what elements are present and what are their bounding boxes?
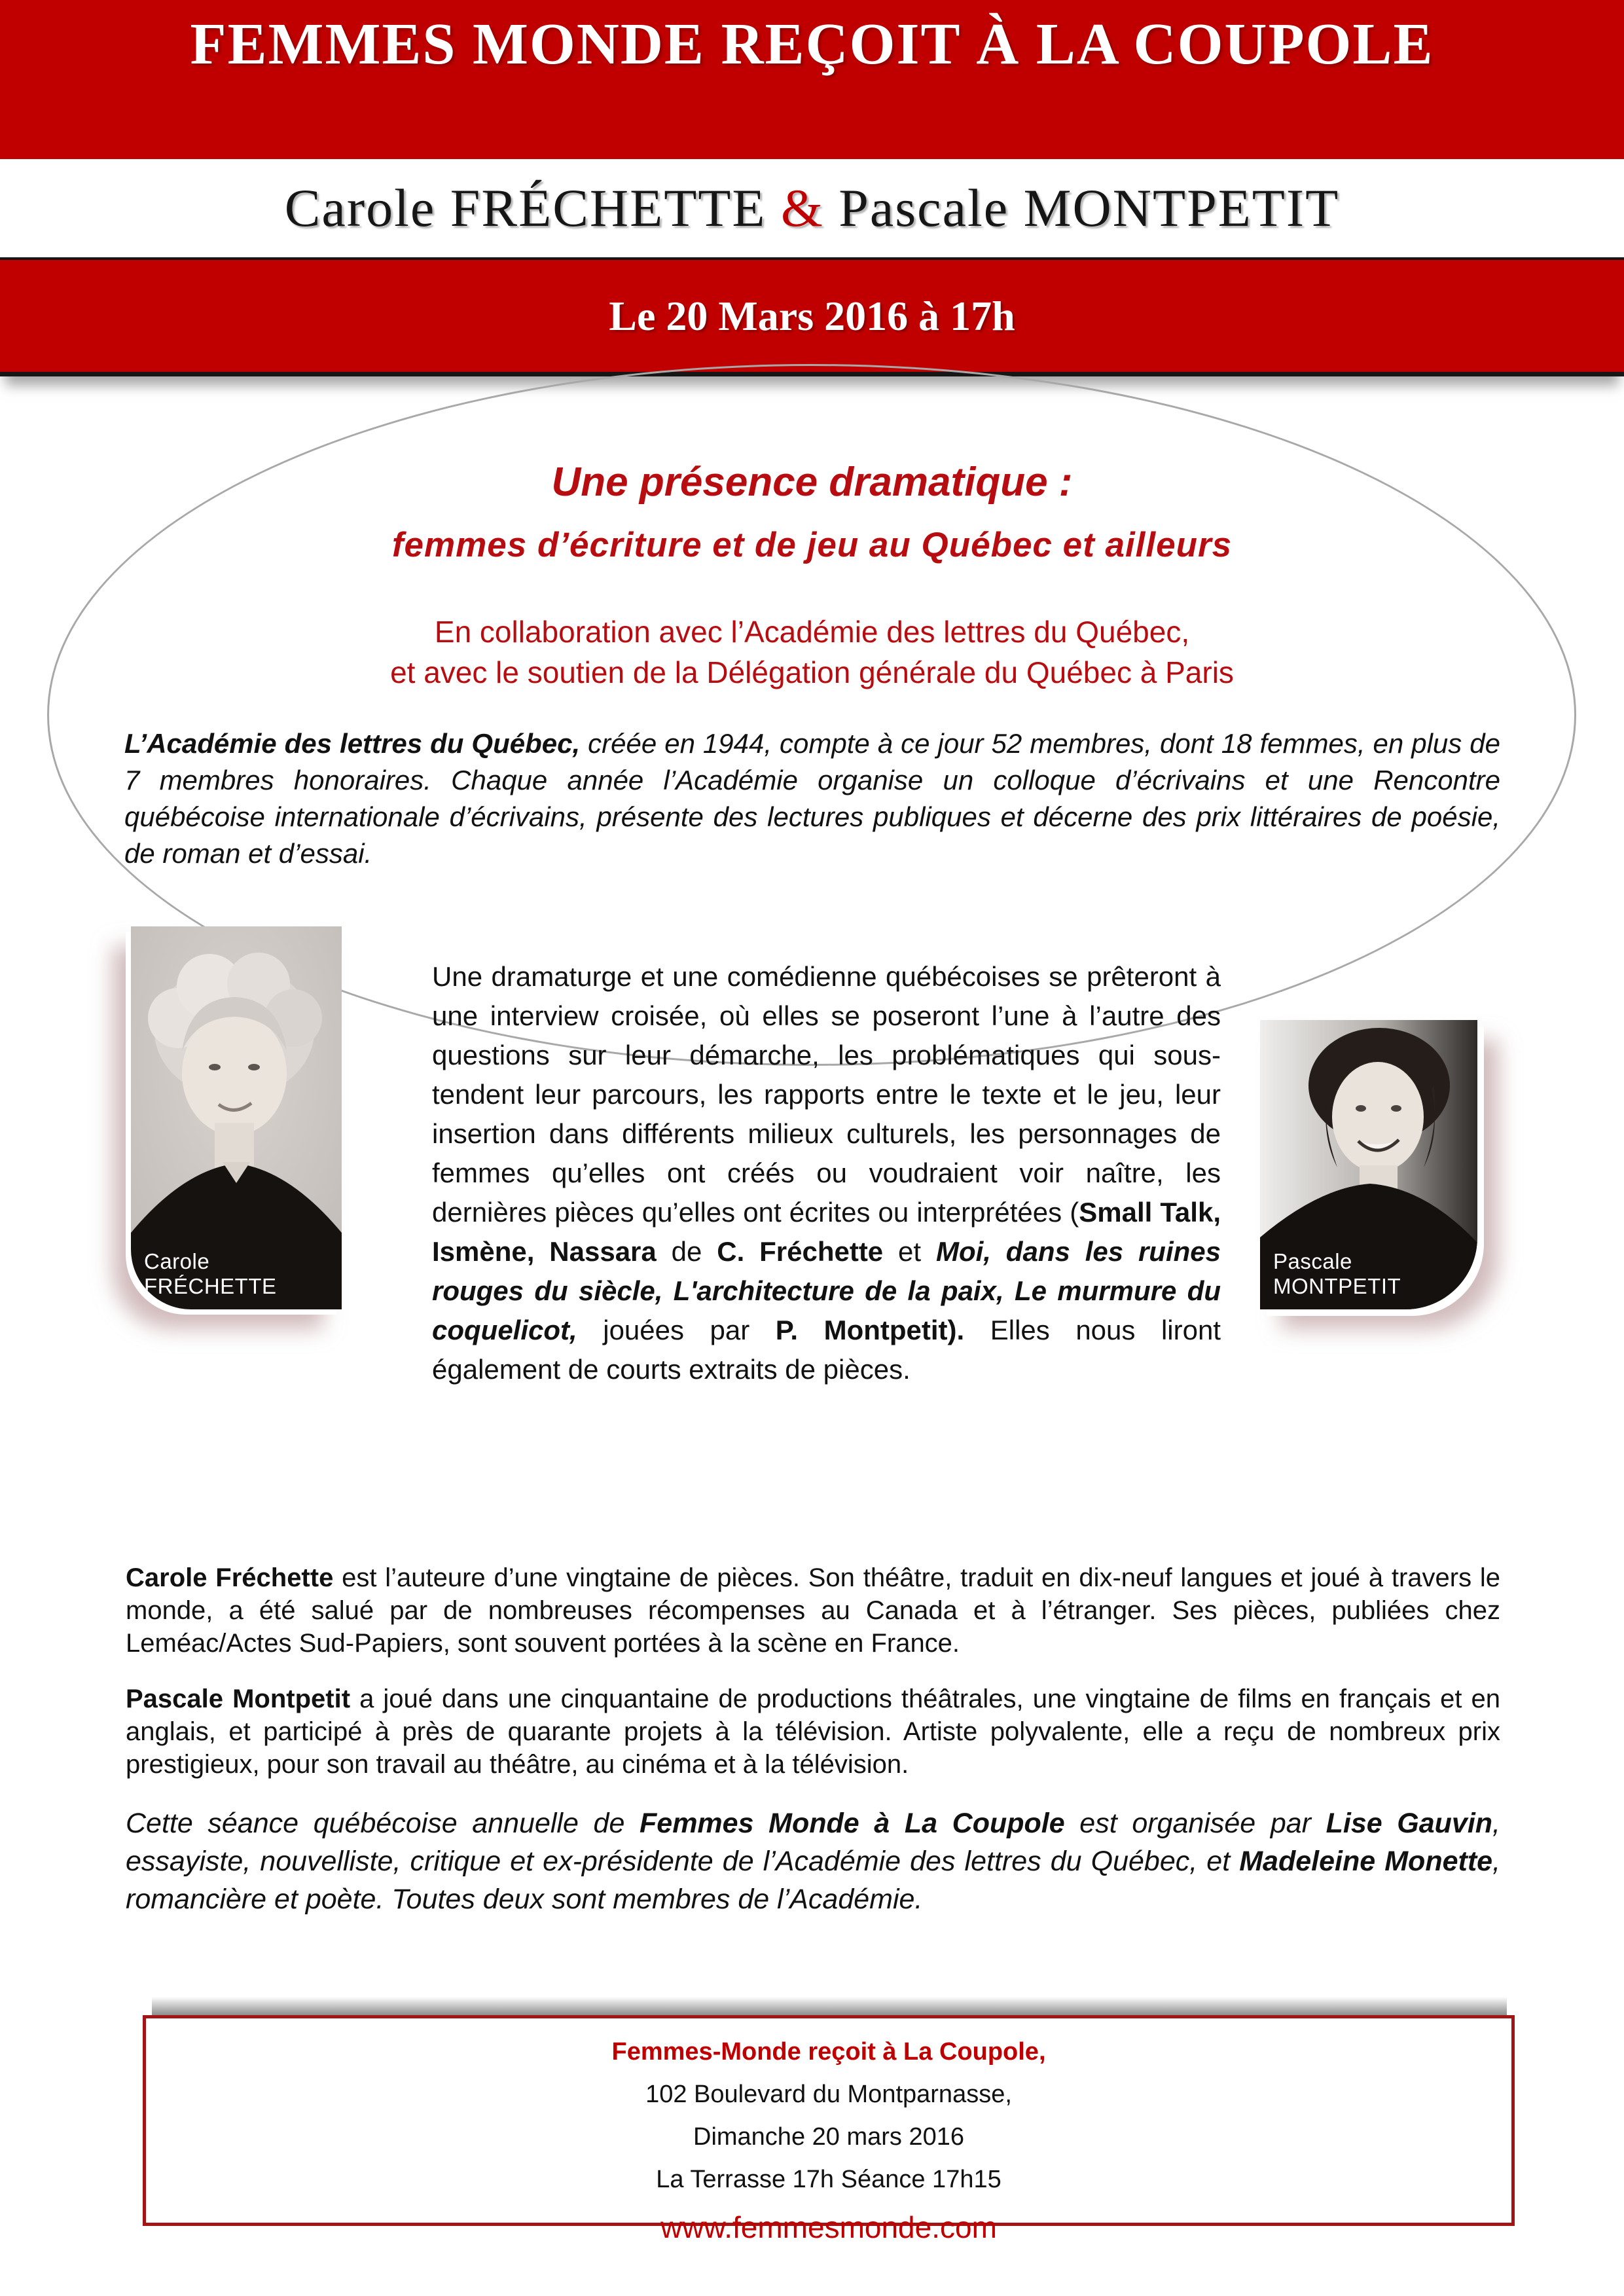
footer-schedule: La Terrasse 17h Séance 17h15 — [656, 2166, 1001, 2193]
headline-line1: Une présence dramatique : — [551, 460, 1073, 505]
bio-pascale: Pascale Montpetit a joué dans une cinquantaine de productions théâtrales, une vingtaine de films en français et en anglais, et participé à près de quarante projets à la télévision. Artiste polyvalente, elle a reçu de nombreux prix prestigieux, pour son travail au théâtre, au cinéma et à la télévision. — [126, 1685, 1500, 1779]
names-line: Carole FRÉCHETTE & Pascale MONTPETIT — [284, 178, 1340, 238]
event-date: Le 20 Mars 2016 à 17h — [609, 292, 1015, 339]
footer-address: 102 Boulevard du Montparnasse, — [645, 2081, 1012, 2108]
photo-caption-pascale: Pascale MONTPETIT — [1273, 1249, 1401, 1298]
photo-carole-frechette — [131, 926, 342, 1309]
bio-carole: Carole Fréchette est l’auteure d’une vingtaine de pièces. Son théâtre, traduit en dix-neuf langues et joué à travers le monde, a été salué par de nombreuses récompenses au Canada et à l’étranger. Ses pièces, publiées chez Leméac/Actes Sud-Papiers, sont souvent portées à la scène en France. — [126, 1563, 1500, 1658]
collaboration-line1: En collaboration avec l’Académie des lettres du Québec, — [434, 615, 1190, 649]
academie-paragraph: L’Académie des lettres du Québec, créée en 1944, compte à ce jour 52 membres, dont 18 femmes, en plus de 7 membres honoraires. Chaque année l’Académie organise un colloque d’écrivains et une Rencontre québécoise internationale d’écrivains, présente des lectures publiques et décerne des prix littéraires de poésie, de roman et d’essai. — [124, 728, 1500, 869]
collaboration-note — [0, 611, 1624, 693]
footer-event-title: Femmes-Monde reçoit à La Coupole, — [611, 2038, 1046, 2066]
footer-box — [143, 2015, 1515, 2244]
footer-date: Dimanche 20 mars 2016 — [693, 2123, 964, 2151]
website-link[interactable]: www.femmesmonde.com — [660, 2210, 997, 2244]
names-strip — [0, 159, 1624, 257]
top-banner — [0, 0, 1624, 159]
interview-paragraph: Une dramaturge et une comédienne québécoises se prêteront à une interview croisée, où elles se poseront l’une à l’autre des questions sur leur démarche, les problématiques qui sous-tendent leur parcours, les rapports entre le texte et le jeu, leur insertion dans différents milieux culturels, les personnages de femmes qu’elles ont créés ou voudraient voir naître, les dernières pièces qu’elles ont écrites ou interprétées (Small Talk, Ismène, Nassara de C. Fréchette et Moi, dans les ruines rouges du siècle, L'architecture de la paix, Le murmure du coquelicot, jouées par P. Montpetit). Elles nous liront également de courts extraits de pièces. — [432, 961, 1221, 1385]
collaboration-line2: et avec le soutien de la Délégation générale du Québec à Paris — [390, 655, 1234, 689]
footer-box-shadow — [152, 1997, 1507, 2015]
photo-caption-carole: Carole FRÉCHETTE — [144, 1249, 277, 1298]
page-title: FEMMES MONDE REÇOIT À LA COUPOLE — [190, 12, 1434, 77]
organizers-paragraph: Cette séance québécoise annuelle de Femmes Monde à La Coupole est organisée par Lise Gauvin, essayiste, nouvelliste, critique et ex-présidente de l’Académie des lettres du Québec, et Madeleine Monette, romancière et poète. Toutes deux sont membres de l’Académie. — [126, 1808, 1501, 1915]
date-banner — [0, 257, 1624, 376]
headline-line2: femmes d’écriture et de jeu au Québec et ailleurs — [391, 526, 1233, 564]
photo-pascale-montpetit — [1260, 1020, 1477, 1309]
